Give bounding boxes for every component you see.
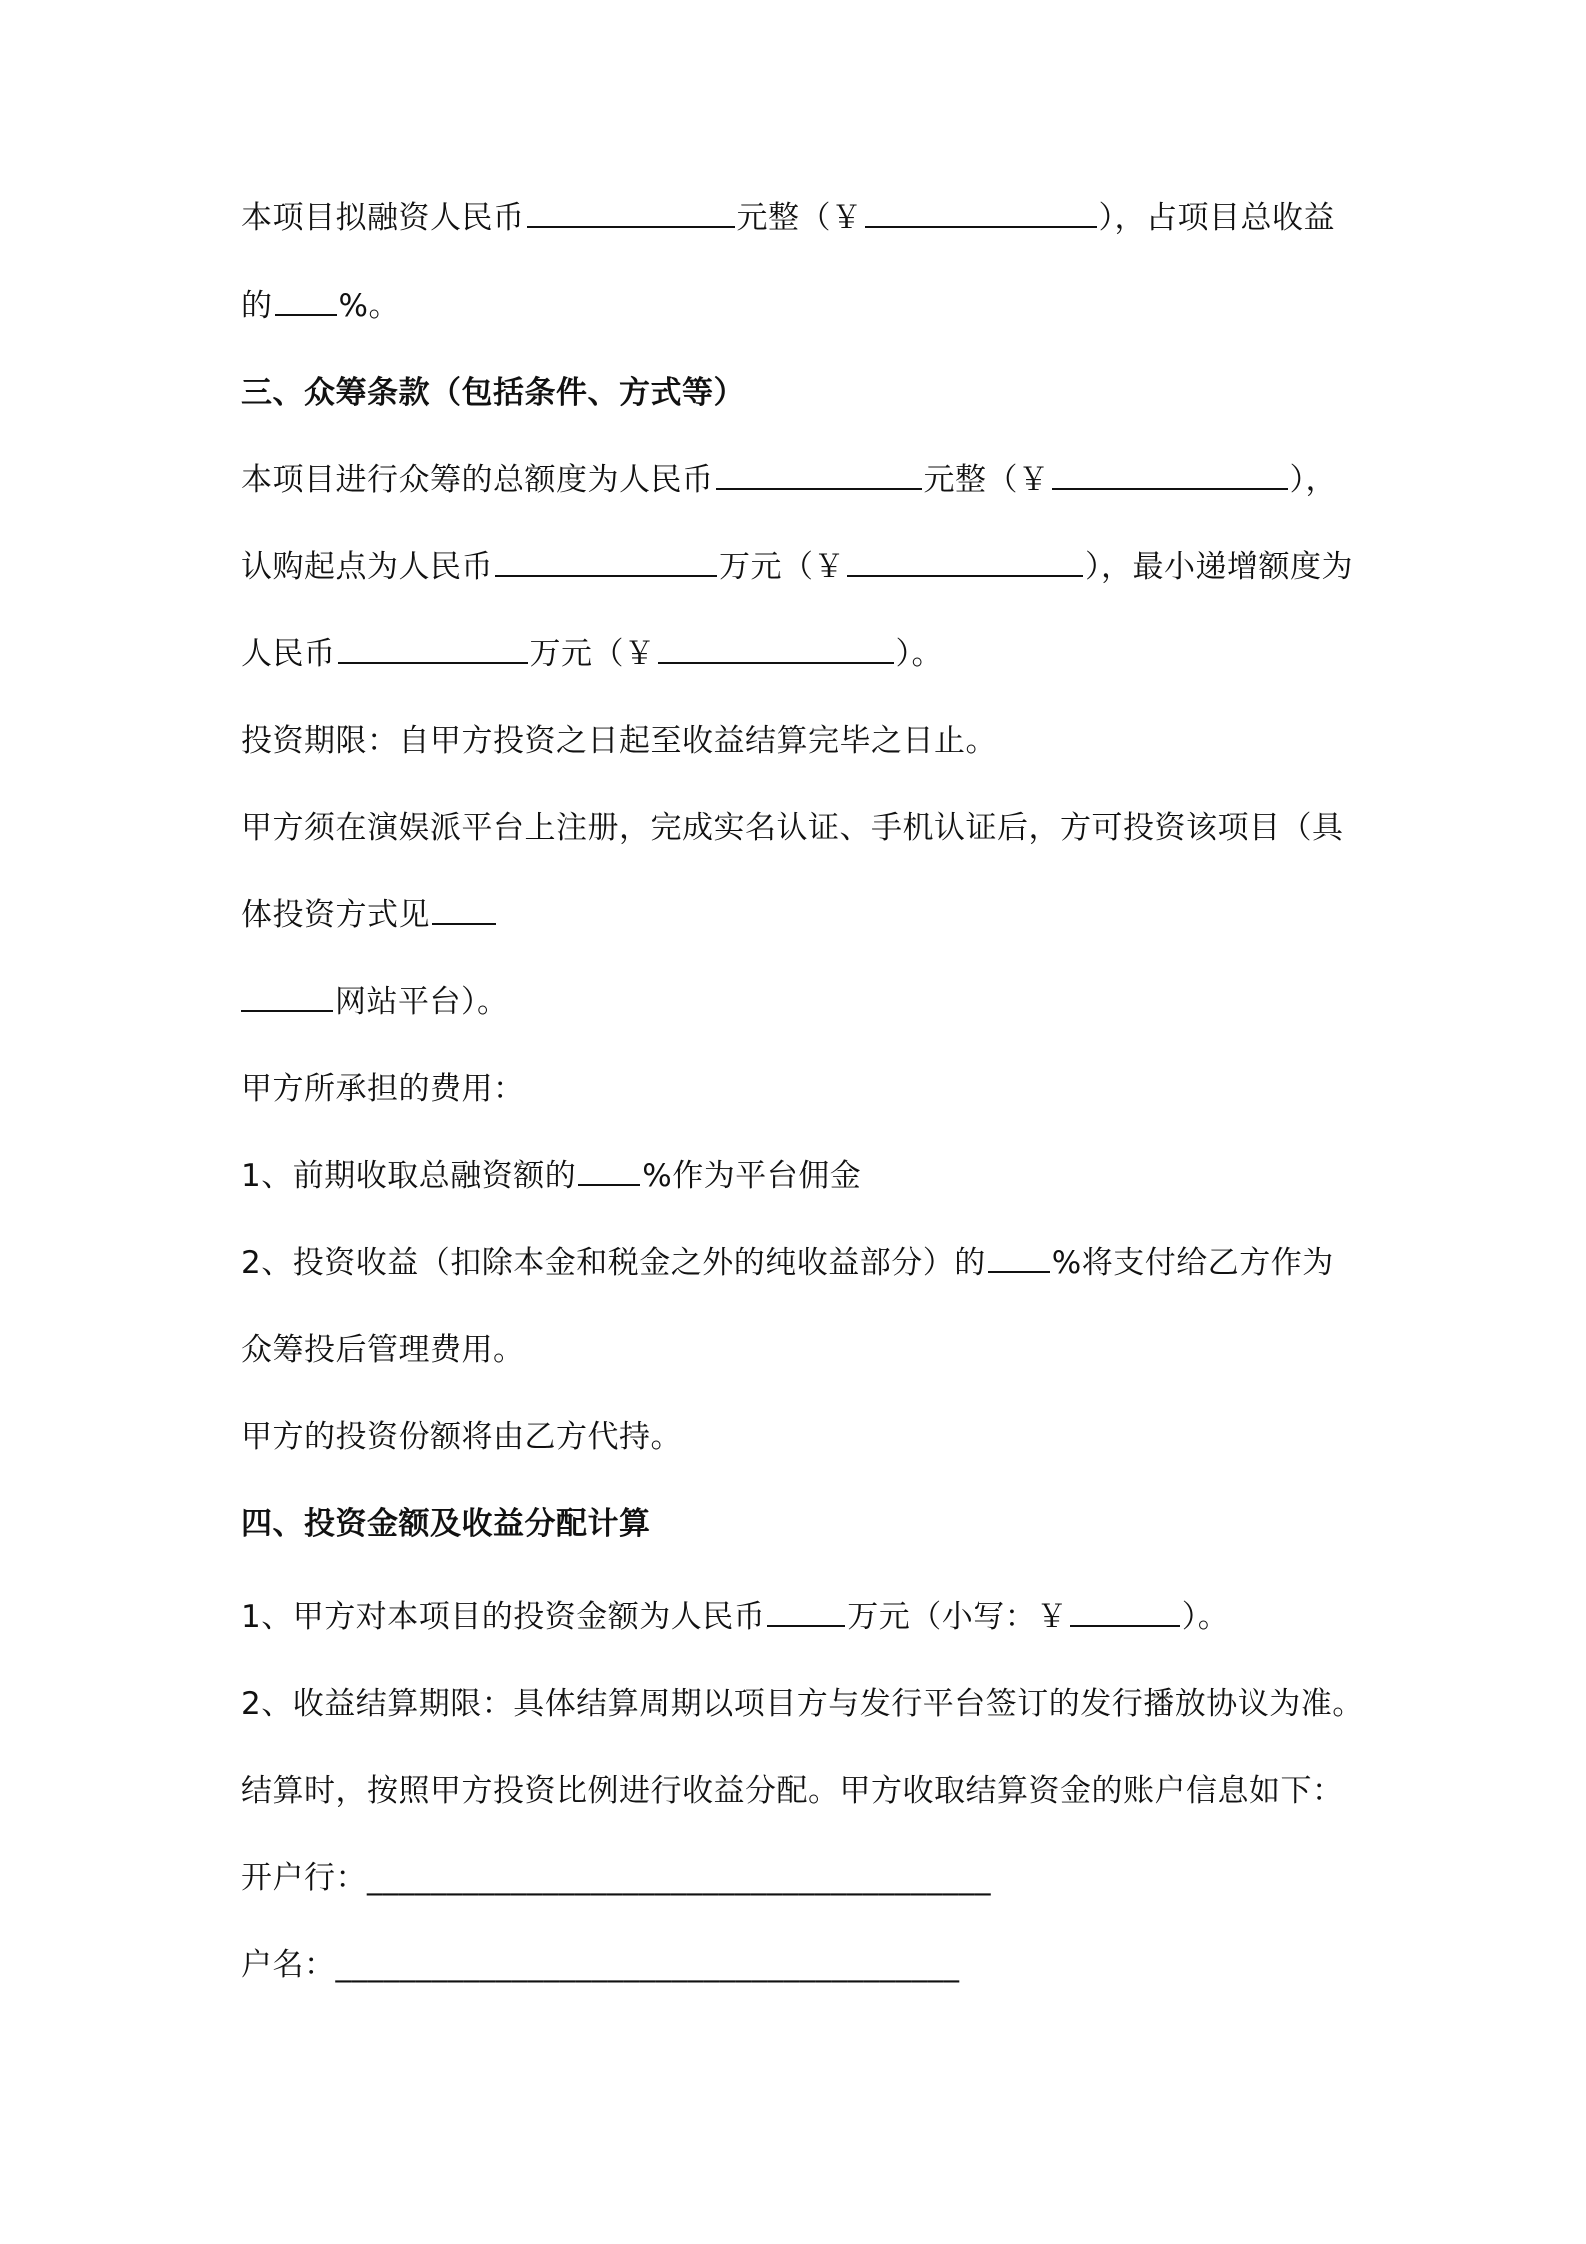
minimum-subscription-line — [241, 545, 1353, 589]
fill-blank — [988, 1241, 1050, 1273]
fees-heading-line: 甲方所承担的费用： — [241, 1071, 525, 1107]
fill-blank — [767, 1595, 845, 1627]
fill-blank — [1052, 458, 1288, 490]
text-segment: %作为平台佣金 — [642, 1158, 862, 1194]
share-custody-line: 甲方的投资份额将由乙方代持。 — [241, 1419, 682, 1455]
text-segment: 认购起点为人民币 — [241, 549, 493, 585]
website-platform-line — [241, 980, 509, 1024]
section-heading-crowdfunding-terms: 三、众筹条款（包括条件、方式等） — [241, 375, 745, 411]
text-segment: 的 — [241, 288, 273, 324]
text-segment: 万元（￥ — [529, 636, 656, 672]
fill-blank — [578, 1154, 640, 1186]
fill-blank — [865, 196, 1097, 228]
management-fee-line — [241, 1241, 1334, 1285]
text-segment: 人民币 — [241, 636, 336, 672]
settlement-period-line: 2、收益结算期限：具体结算周期以项目方与发行平台签订的发行播放协议为准。 — [241, 1686, 1364, 1722]
text-segment: ）。 — [1181, 1599, 1230, 1635]
fill-blank — [658, 632, 894, 664]
fill-blank — [338, 632, 528, 664]
bank-name-line: 开户行：_______________________________________ — [241, 1860, 991, 1896]
fill-blank — [1070, 1595, 1180, 1627]
section-heading-investment-amount: 四、投资金额及收益分配计算 — [241, 1506, 651, 1542]
revenue-share-line — [241, 284, 400, 328]
text-segment: ）， — [1289, 462, 1337, 498]
investment-amount-line — [241, 1595, 1229, 1639]
fill-blank — [241, 980, 333, 1012]
fill-blank — [716, 458, 922, 490]
text-segment: %将支付给乙方作为 — [1051, 1245, 1334, 1281]
text-segment: 本项目进行众筹的总额度为人民币 — [241, 462, 714, 498]
account-name-line: 户名：_______________________________________ — [241, 1947, 960, 1983]
financing-amount-line — [241, 196, 1335, 240]
text-segment: ），最小递增额度为 — [1085, 549, 1353, 585]
text-segment: 本项目拟融资人民币 — [241, 200, 525, 236]
fill-blank — [527, 196, 735, 228]
fill-blank — [495, 545, 717, 577]
text-segment: 元整（￥ — [923, 462, 1050, 498]
text-segment: 1、甲方对本项目的投资金额为人民币 — [241, 1599, 766, 1635]
text-segment: ），占项目总收益 — [1098, 200, 1335, 236]
fill-blank — [432, 893, 496, 925]
text-segment: 网站平台）。 — [335, 984, 509, 1020]
text-segment: 2、投资收益（扣除本金和税金之外的纯收益部分）的 — [241, 1245, 986, 1281]
settlement-distribution-line: 结算时，按照甲方投资比例进行收益分配。甲方收取结算资金的账户信息如下： — [241, 1773, 1344, 1809]
investment-method-line — [241, 893, 498, 937]
text-segment: ）。 — [895, 636, 943, 672]
crowdfunding-total-line — [241, 458, 1337, 502]
text-segment: 元整（￥ — [736, 200, 863, 236]
fill-blank — [847, 545, 1083, 577]
text-segment: 万元（小写：￥ — [847, 1599, 1068, 1635]
text-segment: 1、前期收取总融资额的 — [241, 1158, 577, 1194]
text-segment: %。 — [338, 288, 400, 324]
platform-commission-line — [241, 1154, 861, 1198]
text-segment: 万元（￥ — [719, 549, 845, 585]
fill-blank — [275, 284, 337, 316]
text-segment: 体投资方式见 — [241, 897, 430, 933]
registration-requirement-line: 甲方须在演娱派平台上注册，完成实名认证、手机认证后，方可投资该项目（具 — [241, 810, 1344, 846]
management-fee-continued-line: 众筹投后管理费用。 — [241, 1332, 525, 1368]
increment-amount-line — [241, 632, 943, 676]
investment-period-line: 投资期限：自甲方投资之日起至收益结算完毕之日止。 — [241, 723, 997, 759]
